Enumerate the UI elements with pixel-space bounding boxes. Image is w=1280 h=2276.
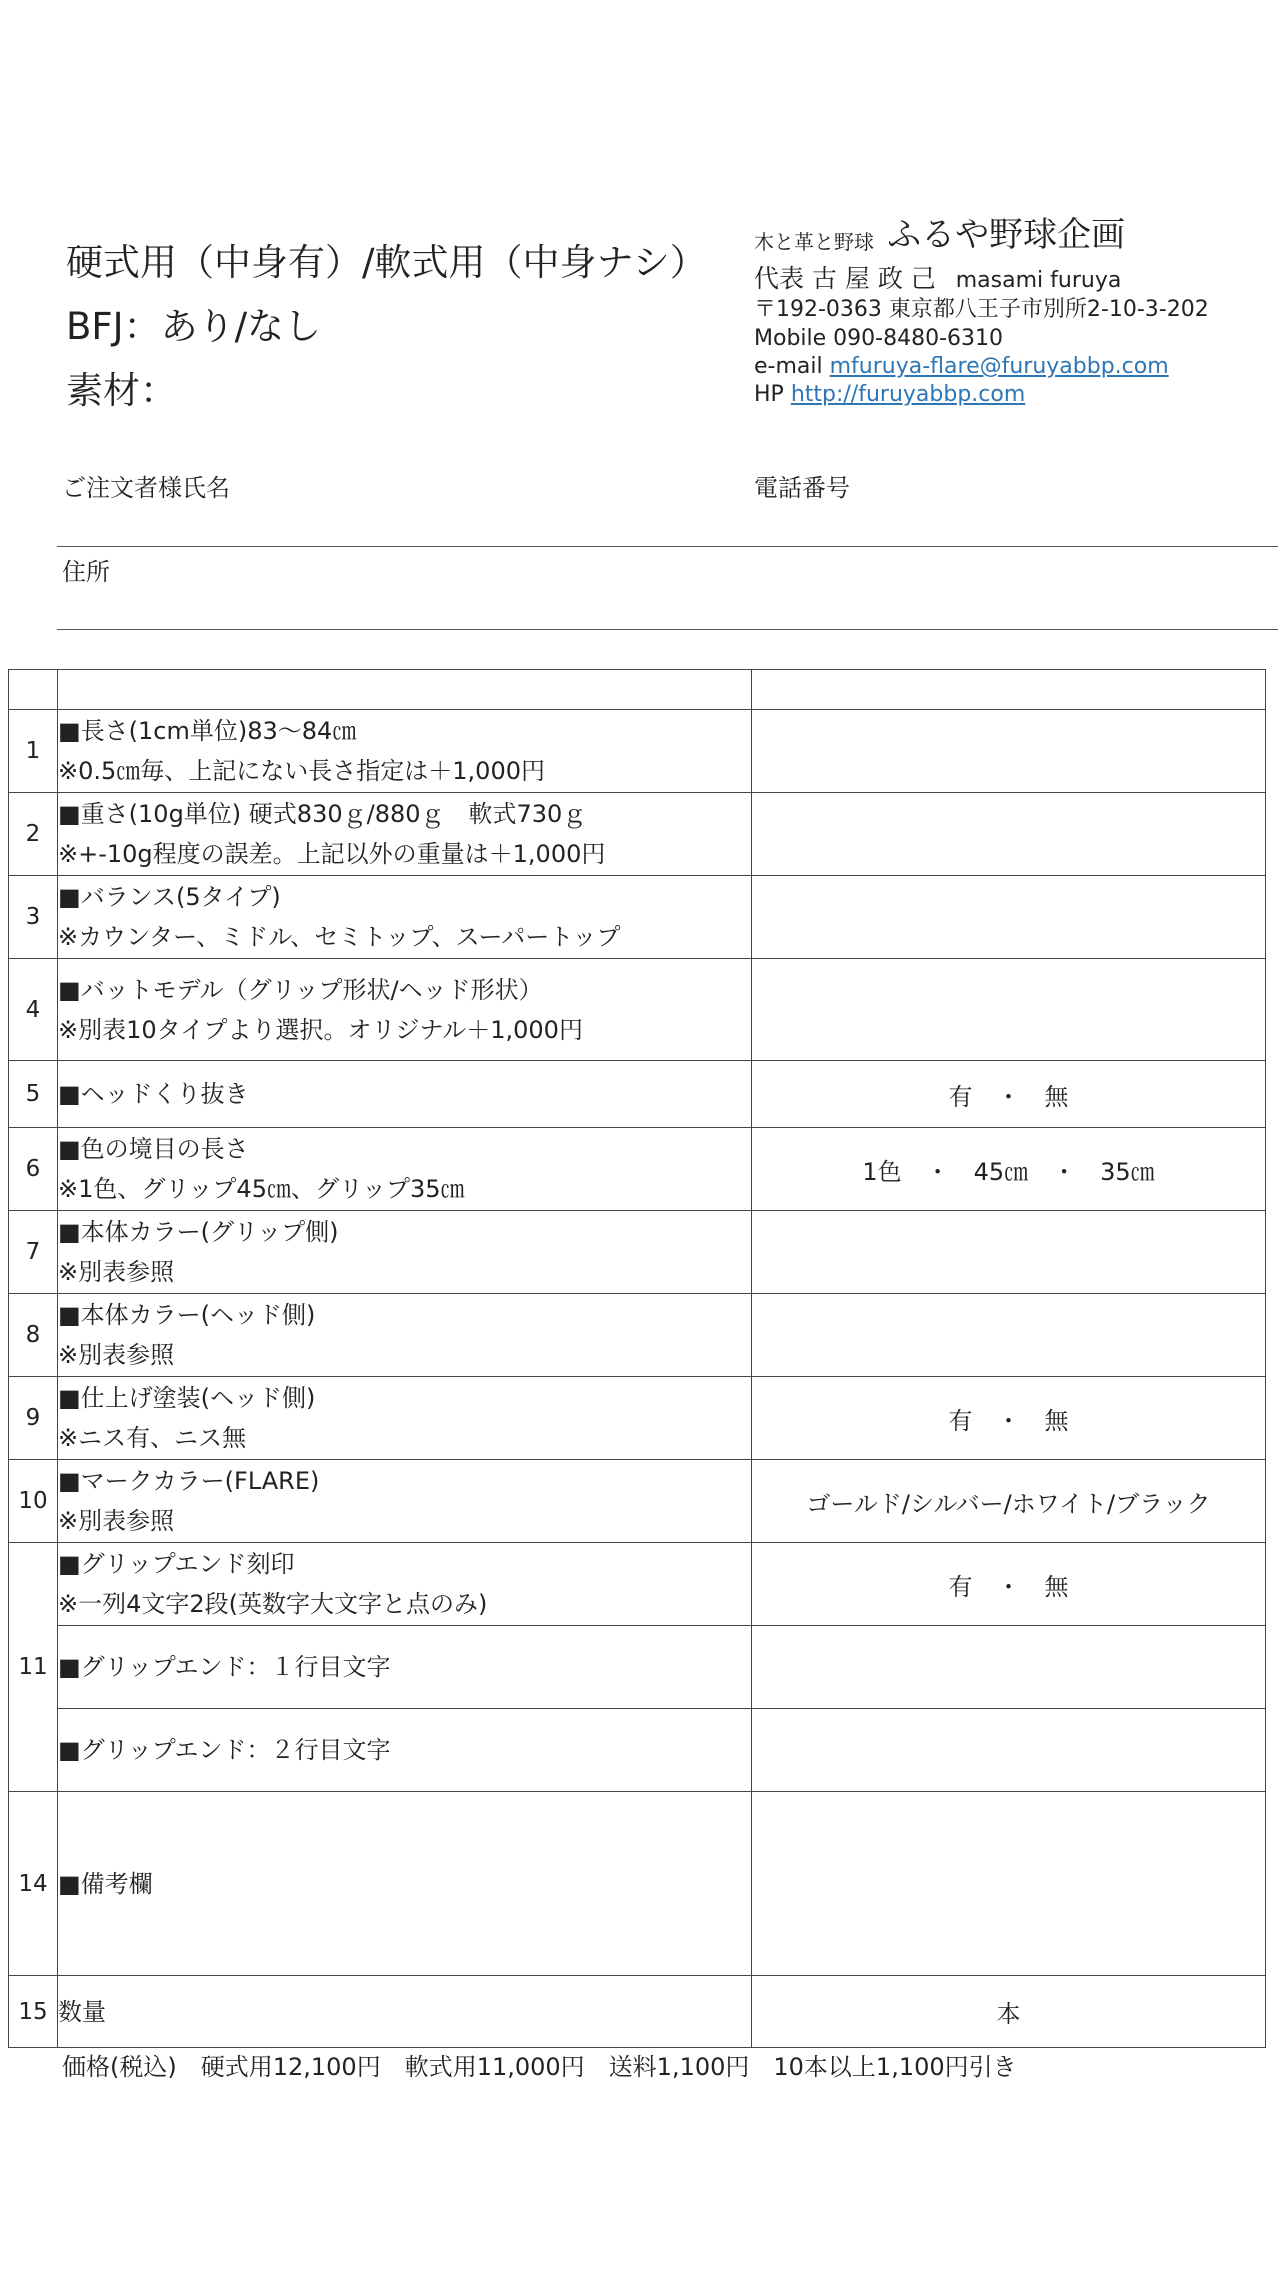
item-title: ■長さ(1cm単位)83～84㎝	[58, 717, 357, 745]
representative-roman: masami furuya	[955, 268, 1122, 293]
row-number: 15	[9, 1976, 58, 2048]
table-row	[9, 1626, 1266, 1709]
item-title: ■グリップエンド刻印	[58, 1550, 295, 1578]
material-label: 素材：	[66, 369, 177, 412]
row-number: 3	[9, 876, 58, 959]
row-item	[58, 1543, 752, 1626]
row-value-choice[interactable]: 有 ・ 無	[752, 1543, 1266, 1626]
table-row	[9, 959, 1266, 1061]
item-title: ■バランス(5タイプ)	[58, 883, 281, 911]
row-item	[58, 959, 752, 1061]
email-label: e-mail	[754, 354, 823, 379]
phone-label: 電話番号	[754, 474, 850, 502]
company-address: 〒192-0363 東京都八王子市別所2-10-3-202	[754, 297, 1209, 322]
table-row	[9, 1211, 1266, 1294]
row-number: 7	[9, 1211, 58, 1294]
product-type-title: 硬式用（中身有）/軟式用（中身ナシ）	[66, 241, 707, 284]
item-note: ※+-10g程度の誤差。上記以外の重量は＋1,000円	[58, 840, 606, 868]
table-row	[9, 1377, 1266, 1460]
row-item	[58, 1626, 752, 1709]
item-note: ※ニス有、ニス無	[58, 1424, 247, 1452]
table-row	[9, 1543, 1266, 1626]
table-row	[9, 1976, 1266, 2048]
row-value-choice[interactable]: 有 ・ 無	[752, 1377, 1266, 1460]
row-number: 2	[9, 793, 58, 876]
row-number: 1	[9, 710, 58, 793]
customer-line-divider	[57, 546, 1278, 547]
item-note: ※1色、グリップ45㎝、グリップ35㎝	[58, 1175, 465, 1203]
header-cell-item	[58, 670, 752, 710]
bfj-label: BFJ：あり/なし	[66, 305, 322, 348]
company-email	[754, 356, 1169, 378]
item-title: ■重さ(10g単位) 硬式830ｇ/880ｇ 軟式730ｇ	[58, 800, 587, 828]
row-item	[58, 1061, 752, 1128]
homepage-link[interactable]: http://furuyabbp.com	[790, 382, 1026, 407]
company-tagline: 木と革と野球	[754, 230, 874, 254]
row-item	[58, 1211, 752, 1294]
header-cell-value	[752, 670, 1266, 710]
row-item	[58, 1460, 752, 1543]
row-value-field[interactable]	[752, 959, 1266, 1061]
row-value-field[interactable]	[752, 1294, 1266, 1377]
row-item	[58, 793, 752, 876]
row-value-field[interactable]	[752, 710, 1266, 793]
row-number: 6	[9, 1128, 58, 1211]
item-note: ※カウンター、ミドル、セミトップ、スーパートップ	[58, 923, 621, 951]
row-number: 10	[9, 1460, 58, 1543]
item-title: ■ヘッドくり抜き	[58, 1080, 249, 1108]
address-line-divider	[57, 629, 1278, 630]
item-title: 数量	[58, 1997, 106, 2026]
row-number: 8	[9, 1294, 58, 1377]
row-value-field[interactable]	[752, 1792, 1266, 1976]
item-note: ※別表参照	[58, 1258, 175, 1286]
item-title: ■色の境目の長さ	[58, 1135, 249, 1163]
representative-name: 代表 古 屋 政 己	[754, 264, 936, 293]
row-value-field[interactable]	[752, 1211, 1266, 1294]
company-mobile: Mobile 090-8480-6310	[754, 326, 1004, 351]
row-value-field[interactable]	[752, 793, 1266, 876]
row-item	[58, 876, 752, 959]
row-item	[58, 1976, 752, 2048]
row-number: 5	[9, 1061, 58, 1128]
item-title: ■本体カラー(ヘッド側)	[58, 1301, 316, 1329]
row-value-field[interactable]	[752, 1709, 1266, 1792]
row-item	[58, 1792, 752, 1976]
row-value-choice[interactable]: ゴールド/シルバー/ホワイト/ブラック	[752, 1460, 1266, 1543]
row-number: 4	[9, 959, 58, 1061]
table-row	[9, 1294, 1266, 1377]
table-row	[9, 1792, 1266, 1976]
item-note: ※別表10タイプより選択。オリジナル＋1,000円	[58, 1015, 583, 1044]
item-title: ■備考欄	[58, 1869, 153, 1898]
row-value-choice[interactable]: 1色 ・ 45㎝ ・ 35㎝	[752, 1128, 1266, 1211]
row-item	[58, 1128, 752, 1211]
row-number: 14	[9, 1792, 58, 1976]
item-title: ■グリップエンド：２行目文字	[58, 1736, 391, 1764]
item-title: ■本体カラー(グリップ側)	[58, 1218, 339, 1246]
row-item	[58, 1377, 752, 1460]
table-row	[9, 793, 1266, 876]
item-note: ※0.5㎝毎、上記にない長さ指定は＋1,000円	[58, 757, 545, 785]
item-title: ■マークカラー(FLARE)	[58, 1467, 320, 1495]
item-title: ■仕上げ塗装(ヘッド側)	[58, 1384, 316, 1412]
price-note: 価格(税込) 硬式用12,100円 軟式用11,000円 送料1,100円 10本以上1,100円引き	[62, 2053, 1017, 2081]
hp-label: HP	[754, 382, 784, 407]
company-block	[754, 215, 1126, 255]
row-number: 11	[9, 1543, 58, 1792]
header-cell-num	[9, 670, 58, 710]
item-title: ■バットモデル（グリップ形状/ヘッド形状）	[58, 975, 543, 1004]
row-value-field[interactable]	[752, 1626, 1266, 1709]
table-row	[9, 1460, 1266, 1543]
quantity-field[interactable]: 本	[752, 1976, 1266, 2048]
representative	[754, 266, 1121, 292]
row-item	[58, 1709, 752, 1792]
table-row	[9, 710, 1266, 793]
email-link[interactable]: mfuruya-flare@furuyabbp.com	[829, 354, 1169, 379]
order-table	[8, 669, 1266, 2048]
customer-name-label: ご注文者様氏名	[62, 474, 230, 502]
row-number: 9	[9, 1377, 58, 1460]
company-name: ふるや野球企画	[887, 215, 1126, 255]
table-row	[9, 1061, 1266, 1128]
table-row	[9, 1709, 1266, 1792]
row-item	[58, 1294, 752, 1377]
table-row	[9, 876, 1266, 959]
item-note: ※一列4文字2段(英数字大文字と点のみ)	[58, 1590, 488, 1618]
table-header-row	[9, 670, 1266, 710]
address-label: 住所	[62, 558, 110, 586]
row-value-choice[interactable]: 有 ・ 無	[752, 1061, 1266, 1128]
company-homepage	[754, 384, 1025, 406]
row-value-field[interactable]	[752, 876, 1266, 959]
table-row	[9, 1128, 1266, 1211]
item-note: ※別表参照	[58, 1507, 175, 1535]
item-note: ※別表参照	[58, 1341, 175, 1369]
item-title: ■グリップエンド：１行目文字	[58, 1653, 391, 1681]
row-item	[58, 710, 752, 793]
